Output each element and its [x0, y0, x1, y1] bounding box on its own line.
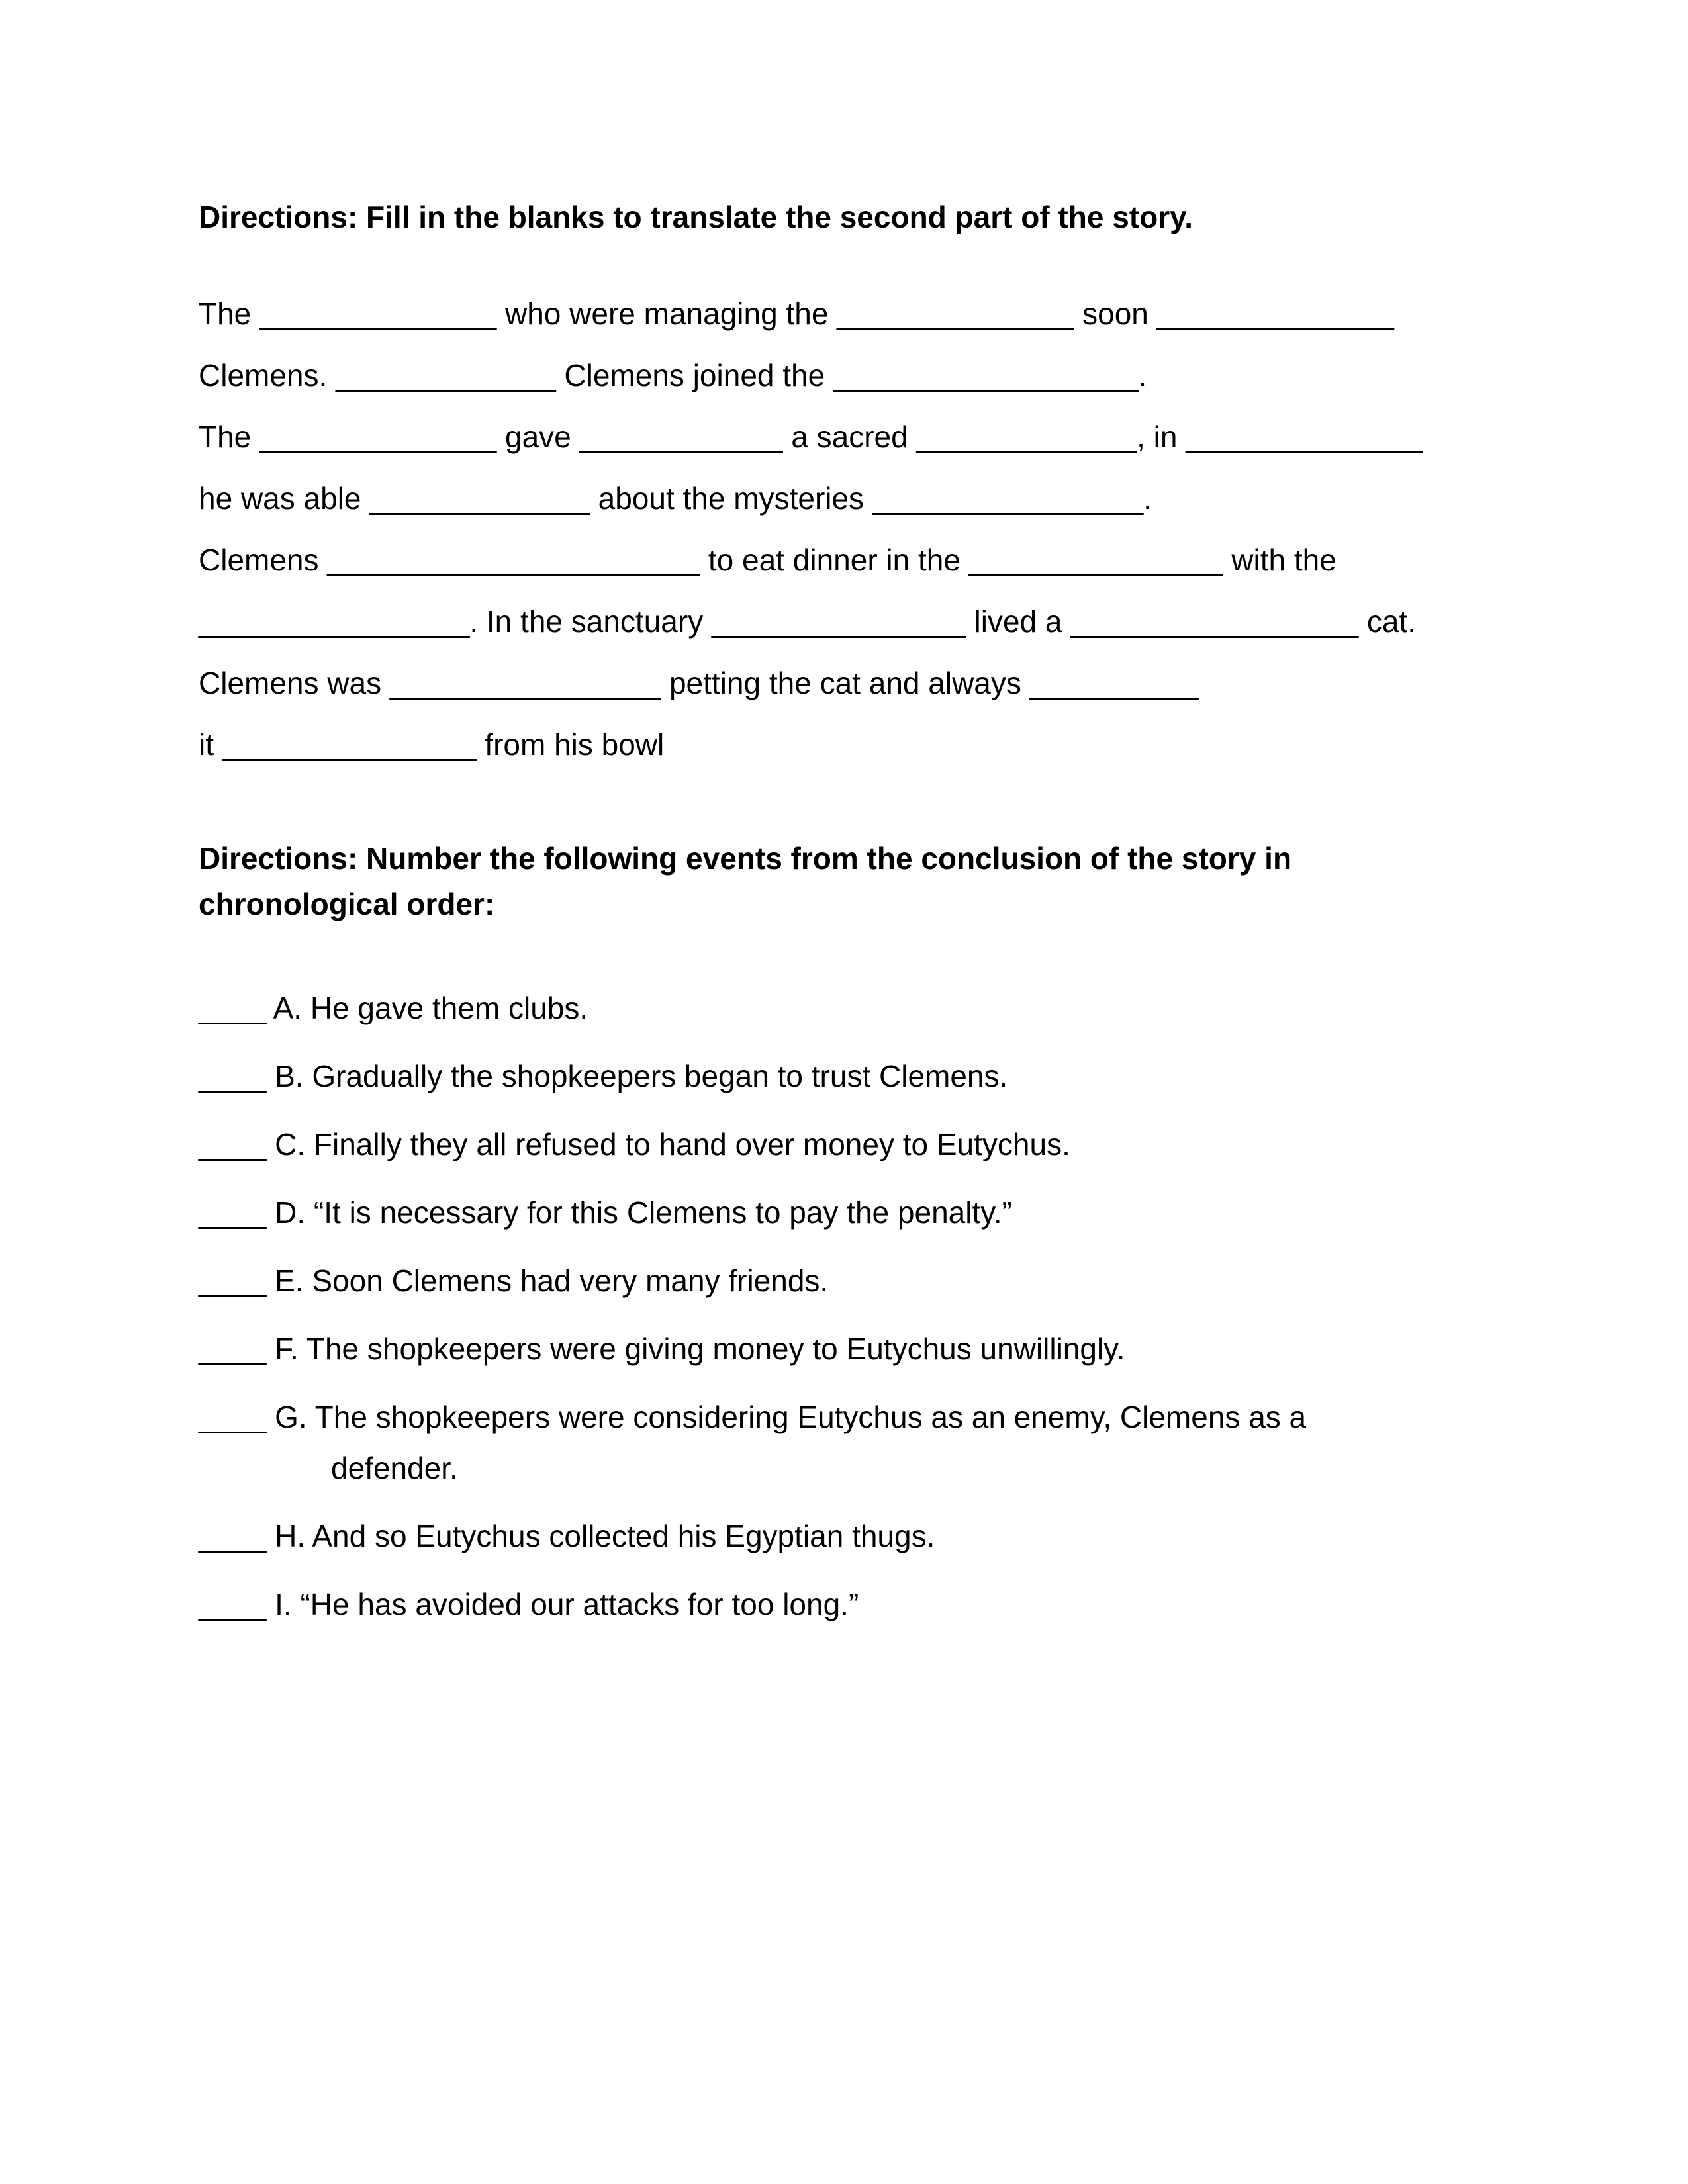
ordering-directions-line-1: Directions: Number the following events from the conclusion of the story in: [199, 841, 1292, 876]
answer-blank: ____: [199, 991, 267, 1025]
ordering-directions-line-2: chronological order:: [199, 887, 495, 921]
item-text: Soon Clemens had very many friends.: [312, 1263, 829, 1298]
item-text: The shopkeepers were giving money to Eutychus unwillingly.: [306, 1332, 1125, 1366]
ordering-item-e: [199, 1255, 1496, 1306]
item-label: D.: [275, 1195, 306, 1230]
ordering-item-g: [199, 1392, 1496, 1494]
fill-in-line-3: The ______________ gave ____________ a sacred _____________, in ______________: [199, 420, 1423, 454]
item-label: I.: [275, 1587, 292, 1621]
item-text: Gradually the shopkeepers began to trust Clemens.: [312, 1059, 1008, 1093]
item-text: Finally they all refused to hand over money to Eutychus.: [313, 1127, 1070, 1161]
ordering-item-i: [199, 1579, 1496, 1630]
item-text: “He has avoided our attacks for too long.”: [300, 1587, 859, 1621]
answer-blank: ____: [199, 1059, 267, 1093]
ordering-item-f: [199, 1324, 1496, 1375]
fill-in-line-5: Clemens ______________________ to eat dinner in the _______________ with the: [199, 543, 1336, 577]
answer-blank: ____: [199, 1519, 267, 1553]
fill-in-line-1: The ______________ who were managing the ______________ soon ______________: [199, 296, 1394, 331]
item-text: He gave them clubs.: [310, 991, 588, 1025]
item-label: C.: [275, 1127, 306, 1161]
fill-in-paragraph: [199, 283, 1496, 776]
item-label: G.: [275, 1400, 307, 1434]
ordering-item-d: [199, 1187, 1496, 1238]
answer-blank: ____: [199, 1587, 267, 1621]
fill-in-line-2: Clemens. _____________ Clemens joined the __________________.: [199, 358, 1147, 392]
item-label: A.: [273, 991, 303, 1025]
fill-in-line-6: ________________. In the sanctuary _______________ lived a _________________ cat.: [199, 604, 1417, 639]
item-text: And so Eutychus collected his Egyptian thugs.: [312, 1519, 935, 1553]
answer-blank: ____: [199, 1195, 267, 1230]
item-main-line: [199, 1392, 1496, 1443]
fill-in-line-7: Clemens was ________________ petting the cat and always __________: [199, 666, 1199, 700]
item-label: F.: [275, 1332, 299, 1366]
item-label: B.: [275, 1059, 304, 1093]
fill-in-directions: Directions: Fill in the blanks to translate the second part of the story.: [199, 200, 1194, 234]
ordering-item-a: [199, 983, 1496, 1034]
item-text: “It is necessary for this Clemens to pay the penalty.”: [313, 1195, 1012, 1230]
ordering-items: [199, 983, 1496, 1630]
ordering-directions: [199, 836, 1496, 927]
item-label: H.: [275, 1519, 306, 1553]
ordering-item-h: [199, 1511, 1496, 1562]
item-label: E.: [275, 1263, 304, 1298]
fill-in-line-4: he was able _____________ about the mysteries ________________.: [199, 481, 1152, 516]
answer-blank: ____: [199, 1400, 267, 1434]
item-text-wrap: defender.: [331, 1451, 458, 1485]
item-text: The shopkeepers were considering Eutychus as an enemy, Clemens as a: [314, 1400, 1307, 1434]
ordering-item-c: [199, 1119, 1496, 1170]
answer-blank: ____: [199, 1332, 267, 1366]
fill-in-line-8: it _______________ from his bowl: [199, 727, 665, 762]
answer-blank: ____: [199, 1127, 267, 1161]
ordering-item-b: [199, 1051, 1496, 1102]
answer-blank: ____: [199, 1263, 267, 1298]
